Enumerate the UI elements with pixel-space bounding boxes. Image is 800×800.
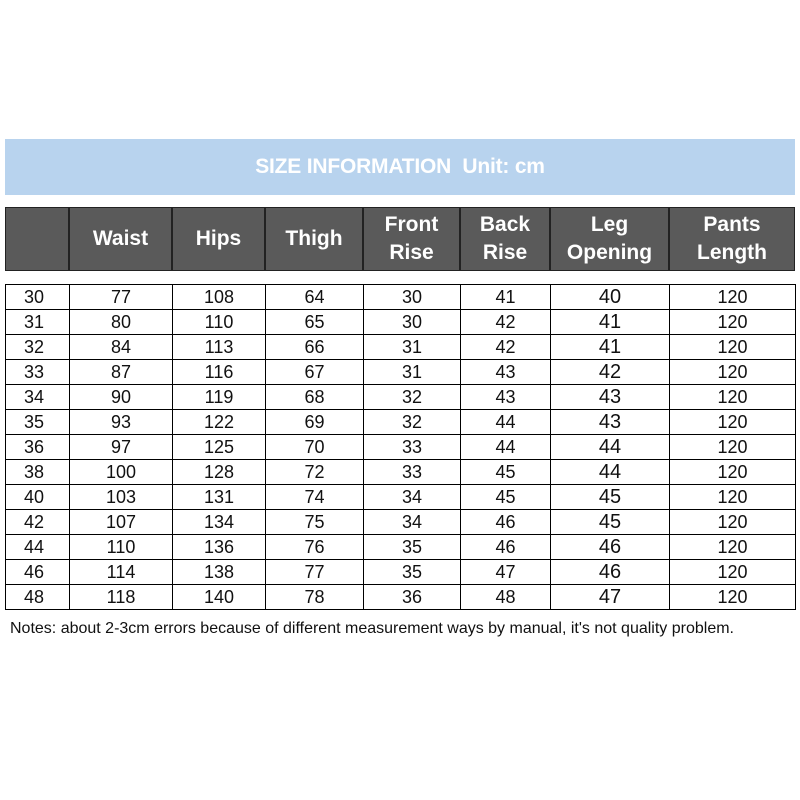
cell-pants-length: 120	[670, 385, 796, 410]
cell-size: 35	[6, 410, 70, 435]
cell-back-rise: 41	[461, 285, 551, 310]
cell-waist: 87	[70, 360, 173, 385]
cell-pants-length: 120	[670, 585, 796, 610]
cell-thigh: 65	[266, 310, 364, 335]
cell-thigh: 72	[266, 460, 364, 485]
cell-thigh: 74	[266, 485, 364, 510]
cell-back-rise: 42	[461, 335, 551, 360]
cell-back-rise: 46	[461, 535, 551, 560]
size-table	[5, 284, 796, 610]
table-row	[6, 435, 796, 460]
cell-leg-opening: 44	[551, 460, 670, 485]
cell-front-rise: 31	[364, 335, 461, 360]
cell-hips: 125	[173, 435, 266, 460]
cell-size: 46	[6, 560, 70, 585]
cell-back-rise: 47	[461, 560, 551, 585]
cell-waist: 118	[70, 585, 173, 610]
size-info-banner	[5, 139, 795, 195]
cell-thigh: 77	[266, 560, 364, 585]
cell-pants-length: 120	[670, 460, 796, 485]
table-row	[6, 560, 796, 585]
cell-waist: 97	[70, 435, 173, 460]
cell-leg-opening: 46	[551, 560, 670, 585]
cell-front-rise: 35	[364, 560, 461, 585]
cell-size: 38	[6, 460, 70, 485]
cell-back-rise: 44	[461, 410, 551, 435]
cell-hips: 110	[173, 310, 266, 335]
cell-waist: 84	[70, 335, 173, 360]
table-row	[6, 310, 796, 335]
cell-hips: 108	[173, 285, 266, 310]
cell-pants-length: 120	[670, 335, 796, 360]
table-row	[6, 485, 796, 510]
cell-pants-length: 120	[670, 410, 796, 435]
table-header	[5, 207, 795, 273]
cell-waist: 110	[70, 535, 173, 560]
cell-hips: 140	[173, 585, 266, 610]
cell-waist: 90	[70, 385, 173, 410]
cell-thigh: 64	[266, 285, 364, 310]
cell-size: 31	[6, 310, 70, 335]
cell-waist: 93	[70, 410, 173, 435]
cell-hips: 138	[173, 560, 266, 585]
cell-leg-opening: 46	[551, 535, 670, 560]
cell-hips: 122	[173, 410, 266, 435]
cell-leg-opening: 47	[551, 585, 670, 610]
cell-hips: 134	[173, 510, 266, 535]
notes-text: Notes: about 2-3cm errors because of different measurement ways by manual, it's not quality problem.	[10, 620, 734, 637]
cell-front-rise: 35	[364, 535, 461, 560]
table-row	[6, 335, 796, 360]
cell-thigh: 78	[266, 585, 364, 610]
cell-back-rise: 45	[461, 460, 551, 485]
cell-front-rise: 33	[364, 460, 461, 485]
table-row	[6, 410, 796, 435]
cell-back-rise: 48	[461, 585, 551, 610]
cell-thigh: 69	[266, 410, 364, 435]
cell-thigh: 70	[266, 435, 364, 460]
cell-size: 30	[6, 285, 70, 310]
header-cell-front-rise: Front Rise	[363, 207, 460, 271]
cell-size: 33	[6, 360, 70, 385]
table-row	[6, 510, 796, 535]
cell-hips: 131	[173, 485, 266, 510]
cell-leg-opening: 40	[551, 285, 670, 310]
cell-waist: 80	[70, 310, 173, 335]
cell-front-rise: 34	[364, 510, 461, 535]
header-cell-waist: Waist	[69, 207, 172, 271]
cell-pants-length: 120	[670, 560, 796, 585]
cell-thigh: 75	[266, 510, 364, 535]
cell-hips: 128	[173, 460, 266, 485]
cell-leg-opening: 45	[551, 485, 670, 510]
cell-front-rise: 32	[364, 385, 461, 410]
cell-pants-length: 120	[670, 360, 796, 385]
cell-leg-opening: 45	[551, 510, 670, 535]
table-row	[6, 460, 796, 485]
cell-back-rise: 45	[461, 485, 551, 510]
table-row	[6, 535, 796, 560]
cell-waist: 100	[70, 460, 173, 485]
cell-pants-length: 120	[670, 535, 796, 560]
cell-back-rise: 46	[461, 510, 551, 535]
cell-leg-opening: 41	[551, 335, 670, 360]
cell-front-rise: 30	[364, 310, 461, 335]
cell-size: 42	[6, 510, 70, 535]
header-cell-leg-opening: Leg Opening	[550, 207, 669, 271]
cell-back-rise: 43	[461, 385, 551, 410]
cell-size: 44	[6, 535, 70, 560]
header-cell-size	[5, 207, 69, 271]
cell-front-rise: 32	[364, 410, 461, 435]
cell-thigh: 66	[266, 335, 364, 360]
table-row	[6, 360, 796, 385]
cell-waist: 107	[70, 510, 173, 535]
cell-hips: 113	[173, 335, 266, 360]
cell-front-rise: 34	[364, 485, 461, 510]
cell-leg-opening: 42	[551, 360, 670, 385]
cell-pants-length: 120	[670, 435, 796, 460]
header-cell-pants-length: Pants Length	[669, 207, 795, 271]
cell-thigh: 67	[266, 360, 364, 385]
cell-hips: 119	[173, 385, 266, 410]
cell-thigh: 76	[266, 535, 364, 560]
table-row	[6, 285, 796, 310]
cell-leg-opening: 44	[551, 435, 670, 460]
cell-hips: 136	[173, 535, 266, 560]
cell-front-rise: 33	[364, 435, 461, 460]
cell-leg-opening: 41	[551, 310, 670, 335]
cell-hips: 116	[173, 360, 266, 385]
size-table-body	[6, 285, 796, 610]
cell-leg-opening: 43	[551, 385, 670, 410]
cell-front-rise: 31	[364, 360, 461, 385]
cell-leg-opening: 43	[551, 410, 670, 435]
cell-back-rise: 44	[461, 435, 551, 460]
cell-thigh: 68	[266, 385, 364, 410]
cell-size: 40	[6, 485, 70, 510]
header-cell-back-rise: Back Rise	[460, 207, 550, 271]
cell-size: 36	[6, 435, 70, 460]
cell-back-rise: 43	[461, 360, 551, 385]
cell-pants-length: 120	[670, 510, 796, 535]
cell-back-rise: 42	[461, 310, 551, 335]
cell-front-rise: 36	[364, 585, 461, 610]
banner-title: SIZE INFORMATION Unit: cm	[255, 155, 545, 178]
cell-pants-length: 120	[670, 485, 796, 510]
header-cell-thigh: Thigh	[265, 207, 363, 271]
cell-pants-length: 120	[670, 285, 796, 310]
table-row	[6, 585, 796, 610]
cell-size: 32	[6, 335, 70, 360]
cell-waist: 77	[70, 285, 173, 310]
cell-size: 34	[6, 385, 70, 410]
cell-front-rise: 30	[364, 285, 461, 310]
cell-waist: 103	[70, 485, 173, 510]
header-cell-hips: Hips	[172, 207, 265, 271]
cell-pants-length: 120	[670, 310, 796, 335]
cell-waist: 114	[70, 560, 173, 585]
table-row	[6, 385, 796, 410]
cell-size: 48	[6, 585, 70, 610]
